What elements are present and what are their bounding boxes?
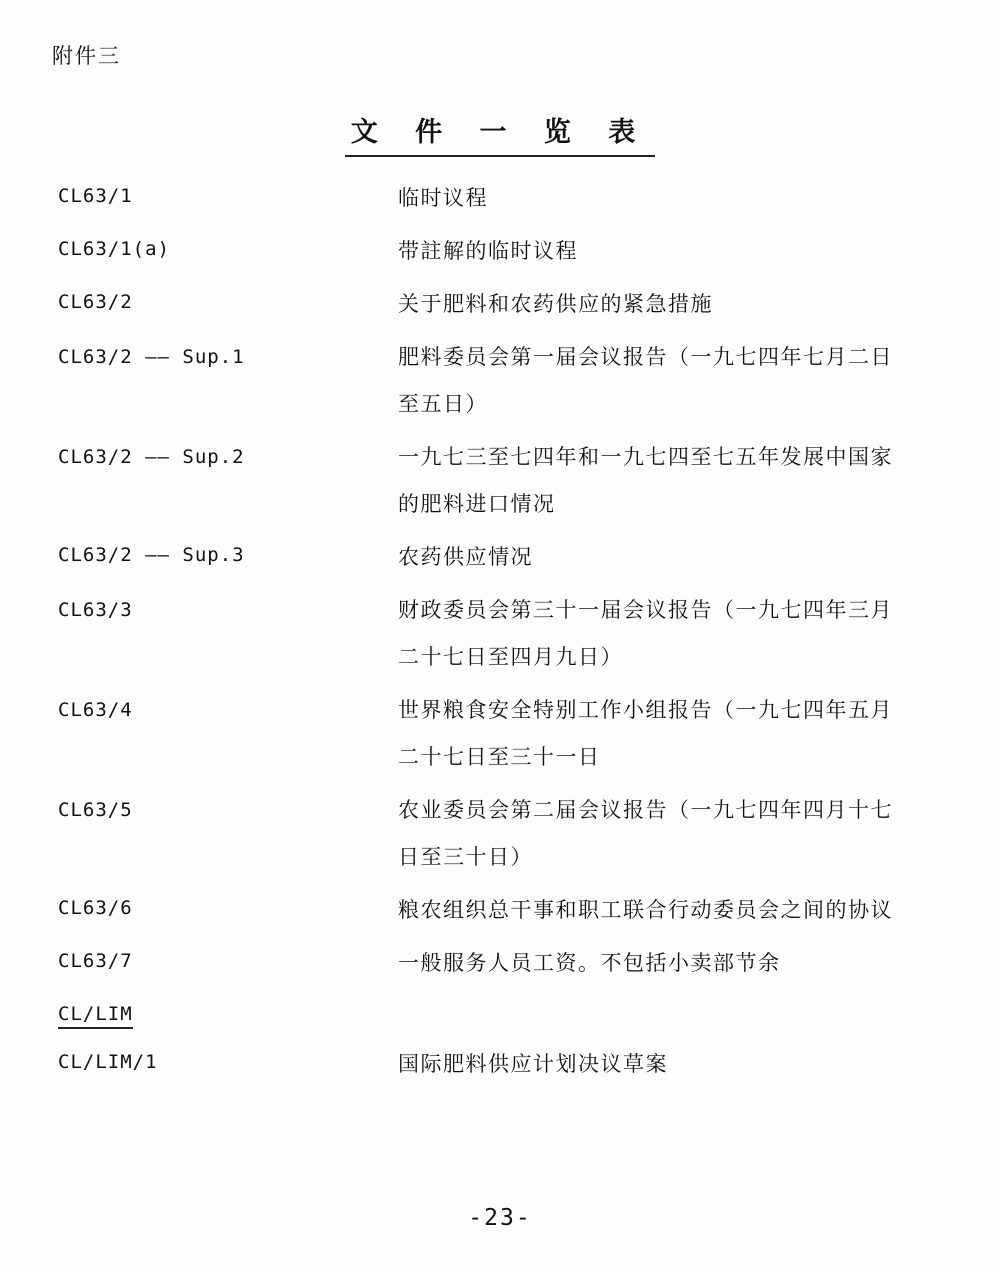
page-number: -23- <box>468 1205 532 1231</box>
document-code: CL63/7 <box>58 950 133 972</box>
document-description-line: 一般服务人员工资。不包括小卖部节余 <box>398 951 781 975</box>
document-code: CL/LIM/1 <box>58 1051 158 1073</box>
document-description-line: 粮农组织总干事和职工联合行动委员会之间的协议 <box>398 898 893 922</box>
document-code <box>58 993 398 1035</box>
document-description-line: 日至三十日） <box>398 845 533 869</box>
document-description-line: 至五日） <box>398 392 488 416</box>
document-description-line: 财政委员会第三十一届会议报告（一九七四年三月 <box>398 598 893 622</box>
document-list-row <box>0 887 1000 934</box>
document-code: CL63/2 —— Sup.1 <box>58 346 245 368</box>
document-description <box>398 534 943 581</box>
document-description <box>398 1041 943 1088</box>
document-list-row <box>0 334 1000 428</box>
document-code: CL63/2 —— Sup.3 <box>58 544 245 566</box>
document-description-line: 国际肥料供应计划决议草案 <box>398 1052 668 1076</box>
page-title-text: 文 件 一 览 表 <box>345 110 656 157</box>
document-list-row <box>0 228 1000 275</box>
annex-label: 附件三 <box>52 44 121 68</box>
document-description <box>398 281 943 328</box>
document-description-line: 肥料委员会第一届会议报告（一九七四年七月二日 <box>398 345 893 369</box>
document-code: CL63/2 <box>58 291 133 313</box>
document-code: CL63/1(a) <box>58 238 170 260</box>
document-description-line: 的肥料进口情况 <box>398 492 556 516</box>
document-list-row <box>0 175 1000 222</box>
document-description <box>398 334 943 428</box>
document-code: CL63/4 <box>58 699 133 721</box>
document-code: CL63/6 <box>58 897 133 919</box>
document-list-row <box>0 534 1000 581</box>
document-list-row <box>0 587 1000 681</box>
document-description <box>398 887 943 934</box>
document-code: CL63/1 <box>58 185 133 207</box>
document-code-underline: CL/LIM <box>58 1003 133 1029</box>
document-description-line: 一九七三至七四年和一九七四至七五年发展中国家 <box>398 445 893 469</box>
page-title <box>0 110 1000 157</box>
document-description-line: 带註解的临时议程 <box>398 239 578 263</box>
document-description <box>398 175 943 222</box>
document-description-line: 农药供应情况 <box>398 545 533 569</box>
document-list-row <box>0 281 1000 328</box>
document-list-row <box>0 787 1000 881</box>
document-list-row <box>0 687 1000 781</box>
document-code: CL63/3 <box>58 599 133 621</box>
document-code: CL63/5 <box>58 799 133 821</box>
document-list-row <box>0 993 1000 1035</box>
document-list-row <box>0 1041 1000 1088</box>
document-description <box>398 587 943 681</box>
document-description <box>398 228 943 275</box>
document-description <box>398 434 943 528</box>
document-description-line: 农业委员会第二届会议报告（一九七四年四月十七 <box>398 798 893 822</box>
document-description <box>398 687 943 781</box>
document-description <box>398 787 943 881</box>
document-description-line: 关于肥料和农药供应的紧急措施 <box>398 292 713 316</box>
document-description-line: 临时议程 <box>398 186 488 210</box>
document-description-line: 世界粮食安全特别工作小组报告（一九七四年五月 <box>398 698 893 722</box>
document-list-row <box>0 940 1000 987</box>
document-description <box>398 940 943 987</box>
document-code: CL63/2 —— Sup.2 <box>58 446 245 468</box>
document-list-row <box>0 434 1000 528</box>
document-description-line: 二十七日至三十一日 <box>398 745 601 769</box>
document-description-line: 二十七日至四月九日） <box>398 645 623 669</box>
document-list <box>0 175 1000 1094</box>
